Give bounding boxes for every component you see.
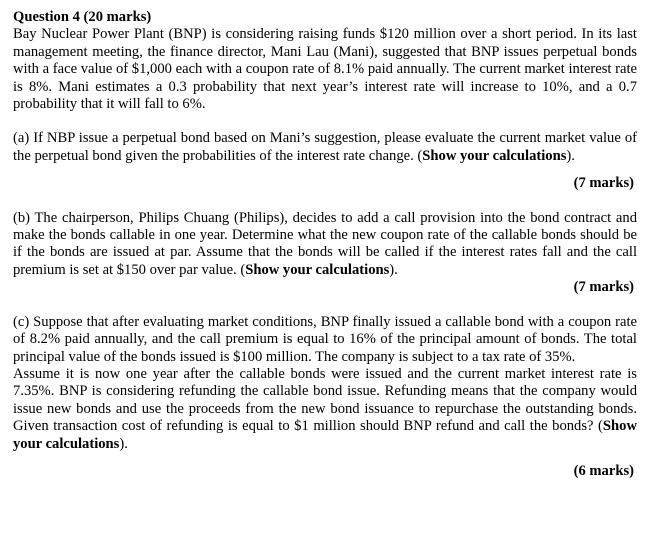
part-c-marks: (6 marks) bbox=[573, 462, 634, 479]
part-b-text bbox=[13, 210, 637, 280]
question-document bbox=[13, 9, 637, 480]
spacer bbox=[13, 193, 637, 210]
part-a-marks: (7 marks) bbox=[573, 175, 634, 192]
question-title: Question 4 (20 marks) bbox=[13, 9, 152, 25]
part-a-end: ). bbox=[566, 147, 575, 164]
part-c-text-1: (c) Suppose that after evaluating market conditions, BNP finally issued a callable bond with a coupon rate of 8.2% paid annually, and the call premium is equal to 16% of the principal amount of bonds. The total principal value of the bonds issued is $100 million. The company is subject to a tax rate of 35%. bbox=[13, 313, 637, 365]
part-c-body: Assume it is now one year after the callable bonds were issued and the current market interest rate is 7.35%. BNP is considering refunding the callable bond issue. Refunding means that the company would issue new bonds and use the proceeds from the new bond issuance to repurchase the outstanding bonds. Given transaction cost of refunding is equal to $1 million should BNP refund and call the bonds? ( bbox=[13, 365, 637, 435]
part-c-instruction: Show your calculations bbox=[13, 418, 637, 452]
part-b-body: (b) The chairperson, Philips Chuang (Philips), decides to add a call provision into the bond contract and make the bonds callable in one year. Determine what the new coupon rate of the callable bonds should be if the bonds are issued at par. Assume that the bonds will be called if the interest rates fall and the call premium is set at $150 over par value. ( bbox=[13, 209, 637, 278]
part-b-end: ). bbox=[389, 261, 398, 278]
part-b-marks: (7 marks) bbox=[573, 279, 634, 296]
spacer bbox=[13, 113, 637, 130]
spacer bbox=[13, 297, 637, 314]
part-b-instruction: Show your calculations bbox=[245, 261, 390, 278]
part-a-body: (a) If NBP issue a perpetual bond based on Mani’s suggestion, please evaluate the current market value of the perpetual bond given the probabilities of the interest rate change. ( bbox=[13, 130, 637, 164]
question-intro: Bay Nuclear Power Plant (BNP) is considering raising funds $120 million over a short period. In its last management meeting, the finance director, Mani Lau (Mani), suggested that BNP issues perpetual bonds with a face value of $1,000 each with a coupon rate of 8.1% paid annually. The current market interest rate is 8%. Mani estimates a 0.3 probability that next year’s interest rate will increase to 10%, and a 0.7 probability that it will fall to 6%. bbox=[13, 26, 637, 113]
part-c-text-2 bbox=[13, 366, 637, 453]
spacer bbox=[13, 453, 637, 463]
part-a-text bbox=[13, 130, 637, 165]
part-a-instruction: Show your calculations bbox=[422, 147, 567, 164]
part-c-end: ). bbox=[119, 435, 128, 452]
spacer bbox=[13, 165, 637, 175]
